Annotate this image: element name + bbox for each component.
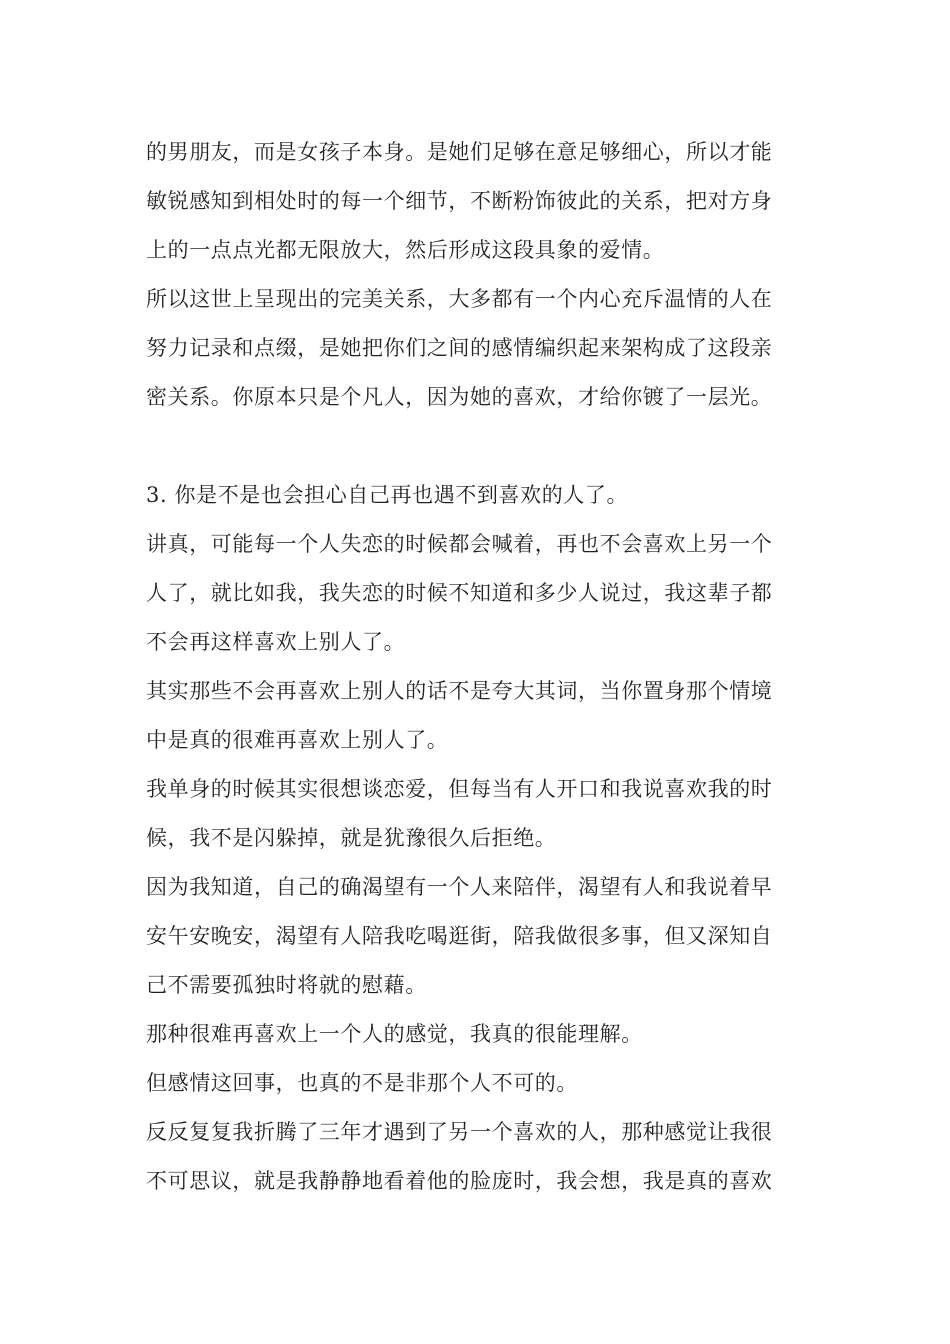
text-line: 反反复复我折腾了三年才遇到了另一个喜欢的人，那种感觉让我很 — [146, 1120, 773, 1144]
text-line: 所以这世上呈现出的完美关系，大多都有一个内心充斥温情的人在 — [146, 287, 773, 311]
text-line: 那种很难再喜欢上一个人的感觉，我真的很能理解。 — [146, 1022, 643, 1046]
text-line: 己不需要孤独时将就的慰藉。 — [146, 973, 427, 997]
text-line: 候，我不是闪躲掉，就是犹豫很久后拒绝。 — [146, 826, 557, 850]
text-line: 安午安晚安，渴望有人陪我吃喝逛街，陪我做很多事，但又深知自 — [146, 924, 773, 948]
text-line: 其实那些不会再喜欢上别人的话不是夸大其词，当你置身那个情境 — [146, 679, 773, 703]
text-line: 中是真的很难再喜欢上别人了。 — [146, 728, 449, 752]
text-line: 努力记录和点缀，是她把你们之间的感情编织起来架构成了这段亲 — [146, 336, 773, 360]
text-line: 不会再这样喜欢上别人了。 — [146, 630, 406, 654]
text-line: 人了，就比如我，我失恋的时候不知道和多少人说过，我这辈子都 — [146, 581, 773, 605]
text-line: 我单身的时候其实很想谈恋爱，但每当有人开口和我说喜欢我的时 — [146, 777, 773, 801]
text-line: 密关系。你原本只是个凡人，因为她的喜欢，才给你镀了一层光。 — [146, 385, 773, 409]
body-text — [146, 128, 816, 1206]
text-line: 但感情这回事，也真的不是非那个人不可的。 — [146, 1071, 578, 1095]
text-line: 讲真，可能每一个人失恋的时候都会喊着，再也不会喜欢上另一个 — [146, 532, 773, 556]
text-line: 因为我知道，自己的确渴望有一个人来陪伴，渴望有人和我说着早 — [146, 875, 773, 899]
paragraph-gap — [146, 422, 816, 471]
text-line: 的男朋友，而是女孩子本身。是她们足够在意足够细心，所以才能 — [146, 140, 773, 164]
text-line: 不可思议，就是我静静地看着他的脸庞时，我会想，我是真的喜欢 — [146, 1169, 773, 1193]
text-line: 敏锐感知到相处时的每一个细节，不断粉饰彼此的关系，把对方身 — [146, 189, 773, 213]
section-heading: 3. 你是不是也会担心自己再也遇不到喜欢的人了。 — [146, 483, 629, 507]
text-line: 上的一点点光都无限放大，然后形成这段具象的爱情。 — [146, 238, 665, 262]
